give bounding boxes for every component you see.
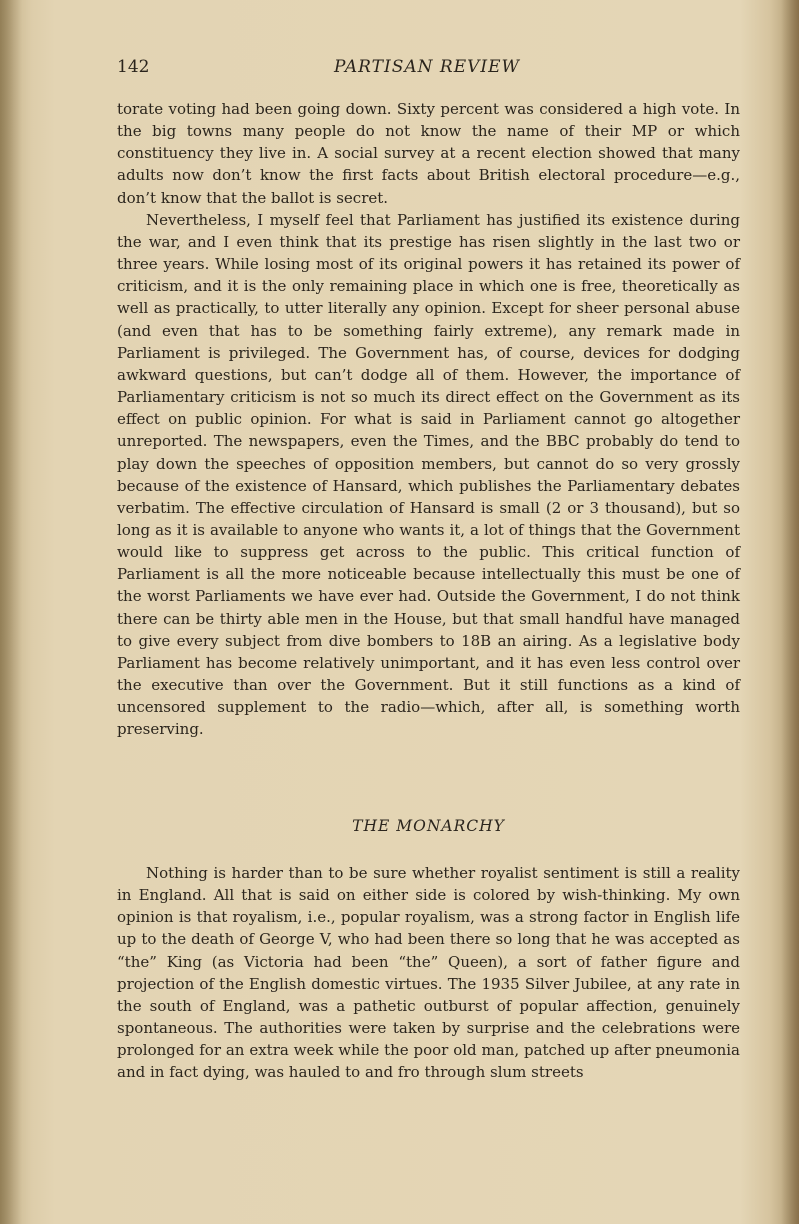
- page-edge: [781, 0, 799, 1224]
- body-text: [117, 98, 740, 741]
- paragraph: Nevertheless, I myself feel that Parliament has justified its existence during the war, and I even think that its prestige has risen slightly in the last two or three years. While losing most of its original powers it has retained its power of criticism, and it is the only remaining place in which one is free, theoretically as well as practically, to utter literally any opinion. Except for sheer personal abuse (and even that has to be something fairly extreme), any remark made in Parliament is privileged. The Government has, of course, devices for dodging awkward questions, but can’t dodge all of them. However, the importance of Parliamentary criticism is not so much its direct effect on the Government as its effect on public opinion. For what is said in Parliament cannot go altogether unreported. The newspapers, even the Times, and the BBC probably do tend to play down the speeches of opposition members, but cannot do so very grossly because of the existence of Hansard, which publishes the Parliamentary debates verbatim. The effective circulation of Hansard is small (2 or 3 thousand), but so long as it is available to anyone who wants it, a lot of things that the Government would like to suppress get across to the public. This critical function of Parliament is all the more noticeable because intellectually this must be one of the worst Parliaments we have ever had. Outside the Government, I do not think there can be thirty able men in the House, but that small handful have managed to give every subject from dive bombers to 18B an airing. As a legislative body Parliament has become relatively unimportant, and it has even less control over the executive than over the Government. But it still functions as a kind of uncensored supplement to the radio—which, after all, is something worth preserving.: [117, 210, 740, 739]
- page-number: 142: [117, 57, 150, 77]
- paragraph: Nothing is harder than to be sure whether royalist sentiment is still a reality in England. All that is said on either side is colored by wish-thinking. My own opinion is that royalism, i.e., popular royalism, was a strong factor in English life up to the death of George V, who had been there so long that he was accepted as “the” King (as Victoria had been “the” Queen), a sort of father figure and projection of the English domestic virtues. The 1935 Silver Jubilee, at any rate in the south of England, was a pathetic outburst of popular affection, genuinely spontaneous. The authorities were taken by surprise and the celebrations were prolonged for an extra week while the poor old man, patched up after pneumonia and in fact dying, was hauled to and fro through slum streets: [117, 864, 740, 1082]
- paragraph: torate voting had been going down. Sixty percent was considered a high vote. In the big towns many people do not know the name of their MP or which constituency they live in. A social survey at a recent election showed that many adults now don’t know the first facts about British electoral procedure—e.g., don’t know that the ballot is secret.: [117, 100, 740, 207]
- page-header: [117, 57, 737, 87]
- spine-shadow: [0, 0, 22, 1224]
- section-body-text: [117, 862, 740, 1084]
- running-head: PARTISAN REVIEW: [334, 57, 520, 77]
- section-heading: THE MONARCHY: [352, 817, 505, 835]
